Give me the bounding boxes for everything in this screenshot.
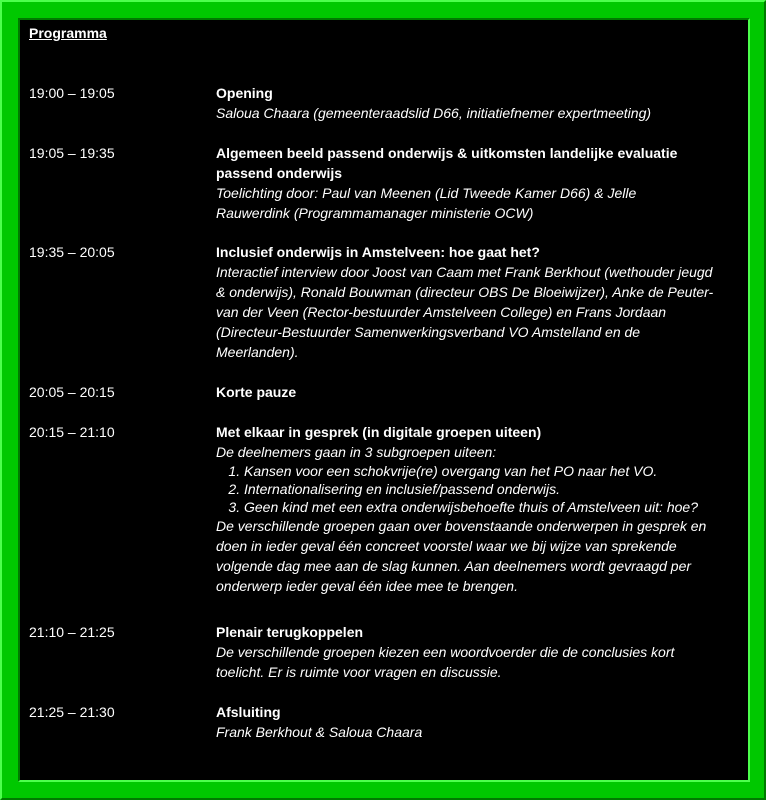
item-content [216,382,724,402]
item-content [216,83,724,123]
item-title: Opening [216,85,273,101]
item-description: Toelichting door: Paul van Meenen (Lid Tweede Kamer D66) & Jelle Rauwerdink (Programmamanager ministerie OCW) [216,185,637,221]
program-title: Programma [29,25,107,41]
item-time: 19:00 – 19:05 [29,85,115,101]
subgroup-item: 3. Geen kind met een extra onderwijsbehoefte thuis of Amstelveen uit: hoe? [244,498,716,516]
item-content [216,422,716,596]
item-description: Interactief interview door Joost van Caam met Frank Berkhout (wethouder jeugd & onderwijs), Ronald Bouwman (directeur OBS De Bloeiwijzer), Anke de Peuter-van der Veen (Rector-bestuurder Amstelveen College) en Frans Jordaan (Directeur-Bestuurder Samenwerkingsverband VO Amstelland en de Meerlanden). [216,264,714,360]
item-time: 20:15 – 21:10 [29,424,115,440]
subgroup-item: 2. Internationalisering en inclusief/passend onderwijs. [244,480,716,498]
item-time: 21:10 – 21:25 [29,624,115,640]
item-time: 21:25 – 21:30 [29,704,115,720]
item-title: Korte pauze [216,384,297,400]
item-content [216,702,724,742]
subgroups-list [216,462,716,516]
item-title: Plenair terugkoppelen [216,624,364,640]
item-time: 20:05 – 20:15 [29,384,115,400]
item-title: Afsluiting [216,704,281,720]
item-title: Met elkaar in gesprek (in digitale groepen uiteen) [216,424,542,440]
subgroup-item: 1. Kansen voor een schokvrije(re) overgang van het PO naar het VO. [244,462,716,480]
item-description: De deelnemers gaan in 3 subgroepen uiteen: [216,444,497,460]
item-content [216,622,696,682]
item-time: 19:35 – 20:05 [29,244,115,260]
item-title: Algemeen beeld passend onderwijs & uitkomsten landelijke evaluatie passend onderwijs [216,145,678,181]
item-description-after: De verschillende groepen gaan over bovenstaande onderwerpen in gesprek en doen in ieder geval één concreet voorstel waar we bij wijze van sprekende volgende dag mee aan de slag kunnen. Aan deelnemers wordt gevraagd per onderwerp ieder geval één idee mee te brengen. [216,518,707,594]
item-time: 19:05 – 19:35 [29,145,115,161]
item-description: Frank Berkhout & Saloua Chaara [216,724,423,740]
item-content [216,242,714,362]
item-description: Saloua Chaara (gemeenteraadslid D66, initiatiefnemer expertmeeting) [216,105,652,121]
item-title: Inclusief onderwijs in Amstelveen: hoe gaat het? [216,244,540,260]
item-content [216,143,686,223]
item-description: De verschillende groepen kiezen een woordvoerder die de conclusies kort toelicht. Er is ruimte voor vragen en discussie. [216,644,675,680]
